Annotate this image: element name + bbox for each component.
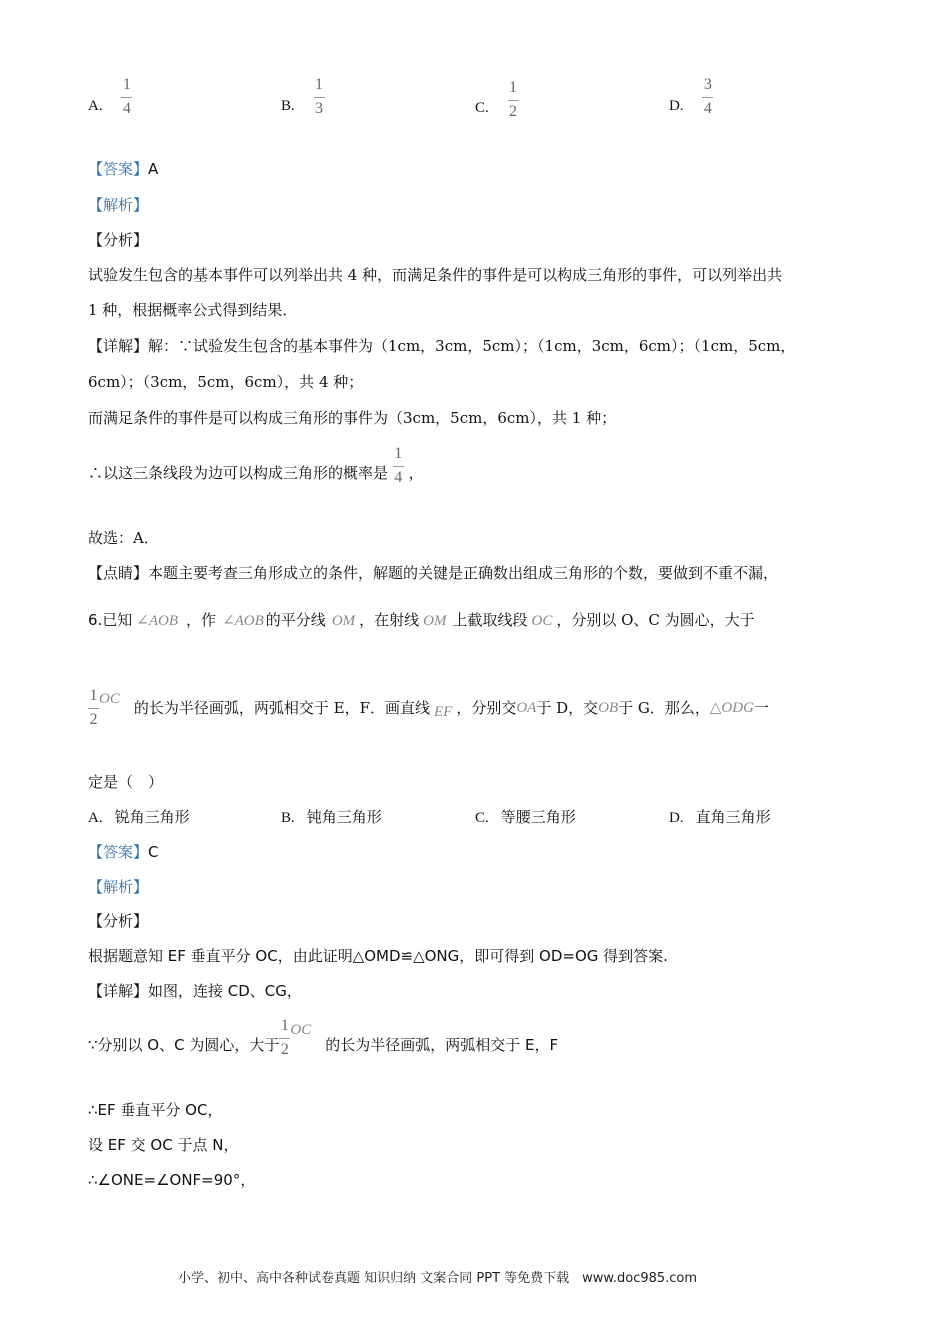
q5-detail-line-1: 【详解】解：∵试验发生包含的基本事件为（1cm，3cm，5cm）；（1cm，3cm，6cm）；（1cm，5cm， (88, 337, 796, 355)
q6-option-c: C. 等腰三角形 (475, 808, 576, 826)
q5-option-a: A. $\frac{1}{4}$ (88, 76, 131, 117)
q6-option-d: D. 直角三角形 (669, 808, 771, 826)
fraction: $\frac{1}{3}$ (315, 76, 324, 117)
q6-jiexi-tag: 【解析】 (88, 878, 149, 896)
fraction: $\frac{1}{2}$ (89, 687, 98, 728)
q6-stem-line-1: 6.已知 ∠AOB ，作 ∠AOB 的平分线 OM ，在射线 OM 上截取线段 OC ，分别以 O、C 为圆心，大于 (88, 611, 755, 629)
page-footer: 小学、初中、高中各种试卷真题 知识归纳 文案合同 PPT 等免费下载 www.doc985.com (178, 1271, 698, 1286)
q6-option-a: A. 锐角三角形 (88, 808, 190, 826)
q6-answer: 【答案】C (88, 843, 159, 861)
q5-fenxi-tag: 【分析】 (88, 231, 149, 249)
q6-detail-line-3: ∴EF 垂直平分 OC， (88, 1101, 223, 1119)
fraction: $\frac{1}{4}$ (394, 445, 403, 486)
fraction: $\frac{3}{4}$ (703, 76, 712, 117)
q5-dianjing: 【点睛】本题主要考查三角形成立的条件，解题的关键是正确数出组成三角形的个数，要做到不重不漏， (88, 564, 779, 582)
q5-option-c: C. $\frac{1}{2}$ (475, 79, 518, 120)
q6-analysis: 根据题意知 EF 垂直平分 OC，由此证明△OMD≌△ONG，即可得到 OD=OG 得到答案. (88, 947, 668, 965)
q6-detail-line-2: ∵分别以 O、C 为圆心，大于 $\frac{1}{2}$ OC的长为半径画弧，两弧相交于 E，F (88, 1017, 559, 1058)
q6-detail-line-4: 设 EF 交 OC 于点 N， (88, 1136, 239, 1154)
q5-analysis-line-1: 试验发生包含的基本事件可以列举出共 4 种，而满足条件的事件是可以构成三角形的事件，可以列举出共 (88, 266, 783, 284)
q5-analysis-line-2: 1 种，根据概率公式得到结果． (88, 301, 298, 319)
fraction: $\frac{1}{2}$ (509, 79, 518, 120)
q6-stem-line-2: $\frac{1}{2}$ OC 的长为半径画弧，两弧相交于 E，F．画直线 EF ，分别交OA于 D，交OB于 G．那么，△ODG一 (89, 687, 769, 728)
q5-detail-line-2: 6cm）；（3cm，5cm，6cm），共 4 种； (88, 373, 364, 391)
q5-detail-line-4: ∴以这三条线段为边可以构成三角形的概率是 $\frac{1}{4}$ ， (88, 445, 424, 486)
q5-option-b: B. $\frac{1}{3}$ (281, 76, 324, 117)
q6-detail-line-1: 【详解】如图，连接 CD、CG， (88, 982, 302, 1000)
fraction: $\frac{1}{4}$ (122, 76, 131, 117)
q6-option-b: B. 钝角三角形 (281, 808, 382, 826)
q6-detail-line-5: ∴∠ONE=∠ONF=90°， (88, 1171, 256, 1189)
q6-fenxi-tag: 【分析】 (88, 912, 149, 930)
q5-choice: 故选：A． (88, 529, 159, 547)
q5-option-d: D. $\frac{3}{4}$ (669, 76, 712, 117)
fraction: $\frac{1}{2}$ (280, 1017, 289, 1058)
q6-stem-line-3: 定是（ ） (88, 773, 164, 791)
q5-jiexi-tag: 【解析】 (88, 196, 149, 214)
q5-answer: 【答案】A (88, 160, 159, 178)
q5-detail-line-3: 而满足条件的事件是可以构成三角形的事件为（3cm，5cm，6cm），共 1 种； (88, 409, 617, 427)
